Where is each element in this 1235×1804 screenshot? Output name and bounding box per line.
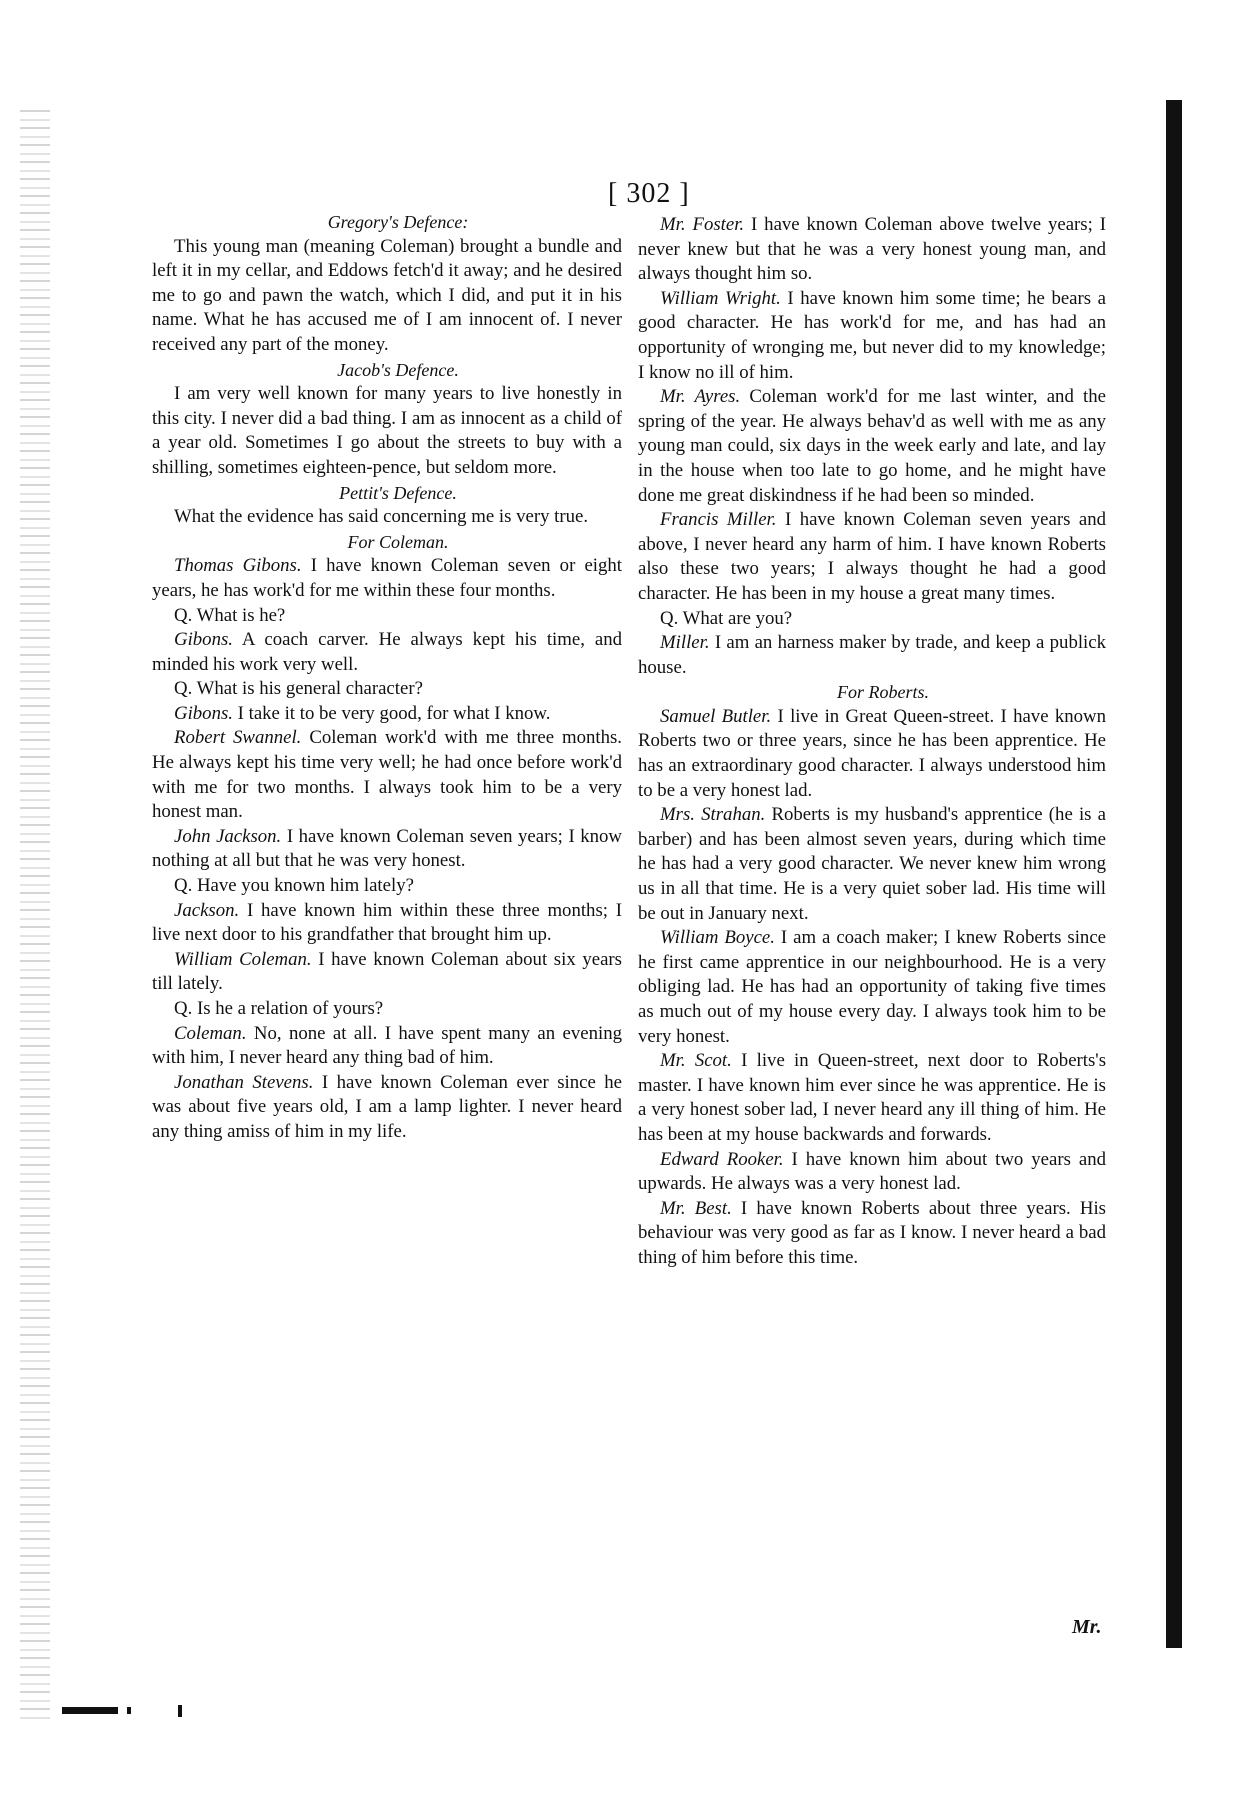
speaker-name: Mrs. Strahan. — [660, 804, 766, 826]
scan-mark — [127, 1707, 131, 1714]
testimony-text: I have known Coleman above twelve years; I never knew but that he was a very honest young man, and always thought him so. — [638, 214, 1106, 285]
speaker-name: Miller. — [660, 632, 710, 654]
defence-paragraph: What the evidence has said concerning me is very true. — [174, 506, 589, 528]
testimony-text: Q. What are you? — [660, 607, 793, 629]
witness-paragraph — [638, 803, 1106, 926]
section-heading: Pettit's Defence. — [339, 482, 457, 503]
witness-paragraph — [152, 604, 622, 629]
catchword: Mr. — [1072, 1616, 1102, 1638]
left-column — [152, 210, 622, 1145]
speaker-name: Jackson. — [174, 899, 240, 921]
witness-paragraph — [152, 726, 622, 824]
testimony-text: Q. Is he a relation of yours? — [174, 998, 384, 1019]
right-column — [638, 213, 1106, 1271]
testimony-text: Q. What is he? — [174, 604, 286, 626]
testimony-text: Coleman work'd with me three months. He always kept his time very well; he had once before work'd with me for two months. I always took him to be a very honest man. — [152, 727, 622, 823]
speaker-name: Francis Miller. — [660, 509, 777, 531]
testimony-text: I have known him within these three months; I live next door to his grandfather that brought him up. — [152, 899, 622, 946]
testimony-text: Q. What is his general character? — [174, 678, 423, 700]
witness-paragraph — [638, 926, 1106, 1049]
witness-paragraph — [152, 628, 622, 677]
speaker-name: Mr. Foster. — [660, 214, 745, 235]
witness-paragraph — [152, 1071, 622, 1145]
witness-list — [638, 705, 1106, 1271]
speaker-name: Gibons. — [174, 629, 233, 651]
testimony-text: I have known Coleman seven or eight years, he has work'd for me within these four months. — [152, 555, 622, 601]
testimony-text: I am a coach maker; I knew Roberts since he first came apprentice in our neighbourhood. He is a very obliging lad. He has had an opportunity of taking five times as much out of my house every day. I always took him to be very honest. — [638, 927, 1106, 1047]
witness-paragraph — [638, 508, 1106, 606]
defence-paragraph: This young man (meaning Coleman) brought a bundle and left it in my cellar, and Eddows fetch'd it away; and he desired me to go and pawn the watch, which I did, and put it in his name. What he has accused me of I am innocent of. I never received any part of the money. — [152, 235, 622, 355]
speaker-name: Gibons. — [174, 702, 233, 724]
speaker-name: Mr. Scot. — [660, 1050, 732, 1072]
witness-paragraph — [152, 825, 622, 874]
witness-paragraph — [638, 631, 1106, 680]
witness-paragraph — [152, 899, 622, 948]
section-heading: Jacob's Defence. — [337, 359, 459, 380]
speaker-name: Samuel Butler. — [660, 705, 772, 727]
witness-paragraph — [152, 1022, 622, 1071]
testimony-text: Q. Have you known him lately? — [174, 875, 414, 897]
testimony-text: I have known Coleman seven years and above, I never heard any harm of him. I have known Roberts also these two years; I always thought he had a good character. He has been in my house a great many times. — [638, 509, 1106, 604]
section-heading: For Coleman. — [347, 531, 449, 552]
witness-paragraph — [152, 702, 622, 727]
witness-list — [638, 213, 1106, 680]
witness-paragraph — [152, 997, 622, 1022]
witness-paragraph — [152, 948, 622, 997]
testimony-text: I live in Great Queen-street. I have known Roberts two or three years, since he has been apprentice. He has an extraordinary good character. I always understood him to be a very honest lad. — [638, 705, 1106, 801]
speaker-name: John Jackson. — [174, 825, 282, 847]
testimony-text: I take it to be very good, for what I know. — [232, 702, 551, 724]
speaker-name: Jonathan Stevens. — [174, 1071, 314, 1093]
speaker-name: William Wright. — [660, 287, 781, 309]
witness-paragraph — [638, 1148, 1106, 1197]
testimony-text: I have known Roberts about three years. His behaviour was very good as far as I know. I never heard a bad thing of him before this time. — [638, 1197, 1106, 1268]
testimony-text: I am an harness maker by trade, and keep a publick house. — [638, 632, 1106, 678]
scan-edge-noise — [20, 110, 50, 1720]
testimony-text: I have known Coleman seven years; I know nothing at all but that he was very honest. — [152, 825, 622, 872]
speaker-name: William Coleman. — [174, 948, 312, 970]
speaker-name: William Boyce. — [660, 927, 775, 949]
speaker-name: Edward Rooker. — [660, 1148, 784, 1170]
witness-paragraph — [152, 677, 622, 702]
witness-paragraph — [638, 287, 1106, 385]
witness-paragraph — [638, 385, 1106, 508]
defence-paragraph: I am very well known for many years to live honestly in this city. I never did a bad thing. I am as innocent as a child of a year old. Sometimes I go about the streets to buy with a shilling, sometimes eighteen-pence, but seldom more. — [152, 383, 622, 478]
scan-mark — [62, 1707, 118, 1714]
witness-paragraph — [638, 1197, 1106, 1271]
testimony-text: I have known Coleman about six years till lately. — [152, 948, 622, 995]
testimony-text: Roberts is my husband's apprentice (he is a barber) and has been almost seven years, during which time he has had a very good character. We never knew him wrong us in all that time. He is a very quiet sober lad. His time will be out in January next. — [638, 804, 1106, 924]
section-heading: For Roberts. — [837, 682, 929, 703]
speaker-name: Thomas Gibons. — [174, 555, 302, 577]
witness-list — [152, 554, 622, 1144]
speaker-name: Mr. Ayres. — [660, 386, 741, 408]
witness-paragraph — [638, 1049, 1106, 1147]
testimony-text: I live in Queen-street, next door to Roberts's master. I have known him ever since he was apprentice. He is a very honest sober lad, I never heard any ill thing of him. He has been at my house backwards and forwards. — [638, 1050, 1107, 1145]
testimony-text: I have known Coleman ever since he was about five years old, I am a lamp lighter. I never heard any thing amiss of him in my life. — [152, 1071, 622, 1142]
speaker-name: Coleman. — [174, 1022, 247, 1044]
witness-paragraph — [152, 554, 622, 603]
witness-paragraph — [638, 607, 1106, 632]
witness-paragraph — [638, 213, 1106, 287]
testimony-text: A coach carver. He always kept his time, and minded his work very well. — [152, 629, 622, 675]
testimony-text: Coleman work'd for me last winter, and the spring of the year. He always behav'd as well with me as any young man could, six days in the week early and late, and lay in the house when too late to go home, and he might have done me great diskindness if he had been so minded. — [638, 386, 1106, 506]
scan-mark — [178, 1705, 182, 1717]
testimony-text: I have known him some time; he bears a good character. He has work'd for me, and has had an opportunity of wronging me, but never did to my knowledge; I know no ill of him. — [638, 287, 1106, 383]
testimony-text: I have known him about two years and upwards. He always was a very honest lad. — [638, 1148, 1106, 1195]
speaker-name: Mr. Best. — [660, 1197, 732, 1219]
witness-paragraph — [152, 874, 622, 899]
section-heading: Gregory's Defence: — [327, 212, 469, 232]
scan-edge-bar — [1166, 100, 1182, 1648]
page-number: [ 302 ] — [608, 178, 690, 209]
testimony-text: No, none at all. I have spent many an evening with him, I never heard any thing bad of him. — [152, 1022, 622, 1069]
witness-paragraph — [638, 705, 1106, 803]
speaker-name: Robert Swannel. — [174, 727, 302, 749]
